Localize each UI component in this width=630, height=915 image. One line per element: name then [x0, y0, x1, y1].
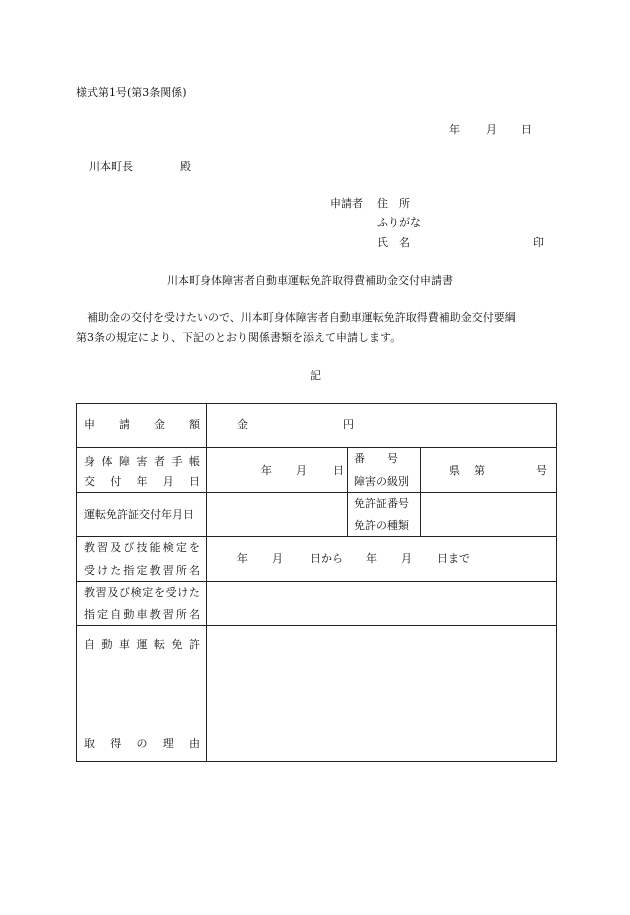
handbook-month: 月: [296, 464, 307, 477]
prefecture-go: 号: [536, 464, 547, 477]
name-label: 氏 名: [377, 236, 410, 249]
label-license-type: 免許の種類: [354, 519, 409, 532]
addressee-honorific: 殿: [180, 160, 191, 173]
period-month-to: 月: [401, 552, 412, 565]
amount-kin: 金: [237, 418, 248, 431]
label-issue-date: 交 付 年 月 日: [84, 475, 200, 488]
amount-yen: 円: [343, 418, 354, 431]
label-number: 番 号: [354, 452, 398, 465]
period-day-from: 日から: [310, 552, 343, 565]
label-training-school-a: 教 習 及 び 検 定 を 受 け た: [84, 586, 200, 599]
label-license-number: 免許証番号: [354, 497, 409, 510]
furigana-label: ふりがな: [377, 216, 421, 229]
body-text-line2: 第3条の規定により、下記のとおり関係書類を添えて申請します。: [76, 331, 402, 344]
label-training-test: 教 習 及 び 技 能 検 定 を: [84, 541, 200, 554]
period-year-from: 年: [237, 552, 248, 565]
handbook-day: 日: [333, 464, 344, 477]
label-training-school-b: 指 定 自 動 車 教 習 所 名: [84, 608, 200, 621]
period-day-to: 日まで: [437, 552, 470, 565]
label-application-amount: 申 請 金 額: [84, 418, 200, 431]
date-month: 月: [486, 123, 497, 136]
applicant-label: 申請者: [330, 197, 363, 210]
document-title: 川本町身体障害者自動車運転免許取得費補助金交付申請書: [167, 274, 453, 287]
handbook-year: 年: [261, 464, 272, 477]
prefecture-dai: 第: [474, 464, 485, 477]
seal-mark: 印: [533, 236, 544, 249]
address-label: 住 所: [377, 197, 410, 210]
label-license-acquisition: 自 動 車 運 転 免 許: [84, 638, 200, 651]
body-text-line1: 補助金の交付を受けたいので、川本町身体障害者自動車運転免許取得費補助金交付要綱: [87, 311, 516, 324]
date-year: 年: [449, 123, 460, 136]
addressee-name: 川本町長: [89, 160, 133, 173]
prefecture-ken: 県: [449, 464, 460, 477]
label-driving-school: 受 け た 指 定 教 習 所 名: [84, 564, 200, 577]
period-month-from: 月: [272, 552, 283, 565]
label-license-issue-date: 運転免許証交付年月日: [84, 508, 194, 521]
form-number: 様式第1号(第3条関係): [76, 86, 187, 99]
label-disability-grade: 障害の級別: [354, 475, 409, 488]
label-disability-handbook: 身 体 障 害 者 手 帳: [84, 455, 200, 468]
period-year-to: 年: [366, 552, 377, 565]
date-day: 日: [521, 123, 532, 136]
ki-heading: 記: [310, 369, 321, 382]
label-acquisition-reason: 取 得 の 理 由: [84, 737, 200, 750]
